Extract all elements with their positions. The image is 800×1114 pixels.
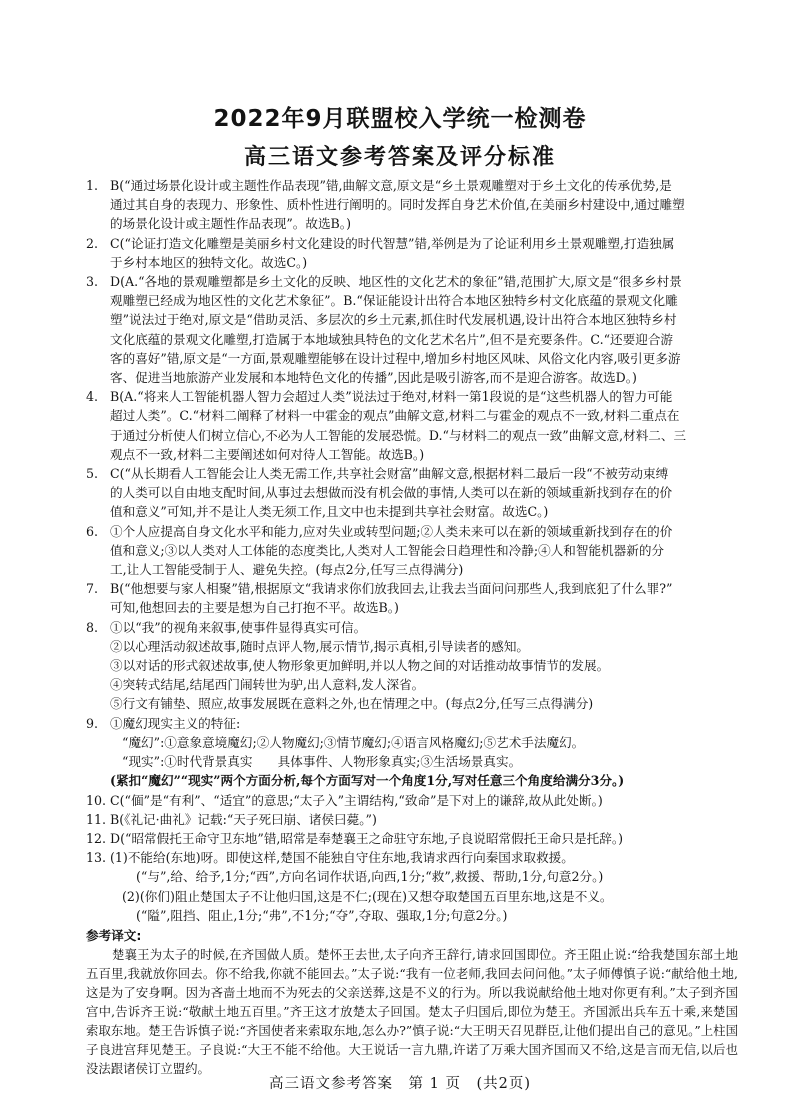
answer-line: 工,让人工智能受制于人、避免失控。(每点2分,任写三点得满分) (110, 562, 464, 578)
answer-number: 8. (86, 619, 99, 635)
answer-line: 的人类可以自由地支配时间,从事过去想做而没有机会做的事情,人类可以在新的领域重新找到存在的价 (110, 485, 673, 501)
answer-number: 10. (86, 792, 107, 808)
answer-line: D(“昭常假托王命守卫东地”错,昭常是奉楚襄王之命驻守东地,子良说昭常假托王命只是托辞。) (110, 830, 624, 846)
answer-line: C(“从长期看人工智能会让人类无需工作,共享社会财富”曲解文意,根据材料二最后一段“不被劳动束缚 (110, 466, 669, 482)
answer-number: 11. (86, 811, 107, 827)
answer-subline: (“隘”,阻挡、阻止,1分;“弗”,不1分;“夺”,夺取、强取,1分;句意2分。) (136, 907, 508, 923)
answer-line: 超过人类”。C.“材料二阐释了材料一中霍金的观点”曲解文意,材料二与霍金的观点不一致,材料二重点在 (110, 408, 680, 424)
answer-line: (2)(你们)阻止楚国太子不让他归国,这是不仁;(现在)又想夺取楚国五百里东地,这是不义。 (122, 888, 613, 904)
answer-line: 通过其自身的表现力、形象性、质朴性进行阐明的。同时发挥自身艺术价值,在美丽乡村建设中,通过雕塑 (110, 197, 685, 213)
answer-line: ①魔幻现实主义的特征: (110, 715, 241, 731)
answer-content (86, 176, 738, 1078)
answer-line: 观雕塑已经成为地区性的文化艺术象征”。B.“保证能设计出符合本地区独特乡村文化底蕴的景观文化雕 (110, 293, 678, 309)
answer-item (86, 791, 738, 810)
document-subtitle: 高三语文参考答案及评分标准 (243, 145, 556, 170)
answer-item (86, 579, 738, 617)
answer-number: 12. (86, 830, 107, 846)
reference-label: 参考译文: (86, 927, 142, 943)
answer-number: 7. (86, 581, 99, 597)
answer-line: 文化底蕴的景观文化雕塑,打造属于本地域独具特色的文化艺术名片”,但不是充要条件。C.“还要迎合游 (110, 331, 674, 347)
answer-item (86, 464, 738, 522)
answer-subline: (“与”,给、给予,1分;“西”,方向名词作状语,向西,1分;“救”,救援、帮助,1分,句意2分。) (136, 869, 604, 885)
answer-line: (1)不能给(东地)呀。即使这样,楚国不能独自守住东地,我请求西行向秦国求取救援。 (110, 850, 574, 866)
answer-line: B(“通过场景化设计或主题性作品表现”错,曲解文意,原文是“乡土景观雕塑对于乡土文化的传承优势,是 (110, 178, 672, 193)
answer-line: C(“论证打造文化雕塑是美丽乡村文化建设的时代智慧”错,举例是为了论证利用乡土景观雕塑,打造独属 (110, 235, 675, 251)
answer-number: 2. (86, 235, 99, 251)
answer-item (86, 522, 738, 580)
page-footer: 高三语文参考答案 第 1 页 (共2页) (269, 1076, 531, 1092)
answer-item (86, 829, 738, 848)
answer-line: 于乡村本地区的独特文化。故选C。) (110, 254, 308, 270)
answer-line: 客的喜好”错,原文是“一方面,景观雕塑能够在设计过程中,增加乡村地区风味、风俗文化内容,吸引更多游 (110, 350, 681, 366)
answer-subline: “魔幻”:①意象意境魔幻;②人物魔幻;③情节魔幻;④语言风格魔幻;⑤艺术手法魔幻。 (122, 734, 585, 750)
answer-number: 13. (86, 850, 107, 866)
answer-line: B(《礼记·曲礼》记载:“天子死曰崩、诸侯曰薨。”) (110, 811, 377, 827)
answer-line: 于通过分析使人们树立信心,不必为人工智能的发展恐慌。D.“与材料二的观点一致”曲解文意,材料二、三 (110, 427, 687, 443)
document-title: 2022年9月联盟校入学统一检测卷 (213, 106, 587, 132)
answer-number: 4. (86, 389, 99, 405)
answer-line: 客、促进当地旅游产业发展和本地特色文化的传播”,因此是吸引游客,而不是迎合游客。故选D。) (110, 370, 637, 386)
answer-line: C(“偭”是“有利”、“适宜”的意思;“太子入”主谓结构,“致命”是下对上的谦辞,故从此处断。) (110, 792, 603, 808)
answer-item (86, 714, 738, 791)
scoring-note: (紧扣“魔幻”“现实”两个方面分析,每个方面写对一个角度1分,写对任意三个角度给满分3分。) (110, 773, 625, 789)
answer-line: ⑤行文有铺垫、照应,故事发展既在意料之外,也在情理之中。(每点2分,任写三点得满分) (110, 696, 594, 712)
answer-number: 1. (86, 178, 99, 193)
answer-number: 3. (86, 274, 99, 290)
answer-line: ②以心理活动叙述故事,随时点评人物,展示情节,揭示真相,引导读者的感知。 (110, 638, 530, 654)
answer-subline: “现实”:①时代背景真实 具体事件、人物形象真实;③生活场景真实。 (122, 754, 522, 770)
answer-number: 6. (86, 523, 99, 539)
answer-line: D(A.“各地的景观雕塑都是乡土文化的反映、地区性的文化艺术的象征”错,范围扩大,原文是“很多乡村景 (110, 274, 682, 290)
answer-line: B(A.“将来人工智能机器人智力会超过人类”说法过于绝对,材料一第1段说的是“这些机器人的智力可能 (110, 389, 673, 405)
answer-item (86, 848, 738, 925)
answer-line: ①以“我”的视角来叙事,使事件显得真实可信。 (110, 619, 367, 635)
answer-line: B(“他想要与家人相聚”错,根据原文“我请求你们放我回去,让我去当面问问那些人,我到底犯了什么罪?” (110, 581, 673, 597)
answer-line: ④突转式结尾,结尾西门闹转世为驴,出人意料,发人深省。 (110, 677, 425, 693)
reference-translation: 楚襄王为太子的时候,在齐国做人质。楚怀王去世,太子向齐王辞行,请求回国即位。齐王阻止说:“给我楚国东部土地五百里,我就放你回去。你不给我,你就不能回去。”太子说:“我有一位老师,我回去问问他。”太子师傅慎子说:“献给他土地,这是为了安身啊。因为吝啬土地而不为死去的父亲送葬,这是不义的行为。所以我说献给他土地对你更有利。”太子到齐国宫中,告诉齐王说:“敬献土地五百里。”齐王这才放楚太子回国。楚太子归国后,即位为楚王。齐国派出兵车五十乘,来楚国索取东地。楚王告诉慎子说:“齐国使者来索取东地,怎么办?”慎子说:“大王明天召见群臣,让他们提出自己的意见。”上柱国子良进宫拜见楚王。子良说:“大王不能不给他。大王说话一言九鼎,许诺了万乘大国齐国而又不给,这是言而无信,以后也没法跟诸侯订立盟约。 (86, 947, 738, 1077)
answer-item (86, 387, 738, 464)
answer-line: 可知,他想回去的主要是想为自己打抱不平。故选B。) (110, 600, 399, 616)
answer-line: ①个人应提高自身文化水平和能力,应对失业或转型问题;②人类未来可以在新的领域重新找到存在的价 (110, 523, 673, 539)
answer-line: ③以对话的形式叙述故事,使人物形象更加鲜明,并以人物之间的对话推动故事情节的发展。 (110, 658, 610, 674)
answer-line: 的场景化设计或主题性作品表现”。故选B。) (110, 216, 351, 232)
answer-line: 观点不一致,材料二主要阐述如何对待人工智能。故选B。) (110, 446, 425, 462)
answer-number: 5. (86, 466, 99, 482)
answer-line: 值和意义;③以人类对人工体能的态度类比,人类对人工智能会日趋理性和冷静;④人和智能机器新的分 (110, 542, 665, 558)
answer-item (86, 272, 738, 387)
answer-item (86, 618, 738, 714)
answer-item (86, 810, 738, 829)
answer-line: 塑”说法过于绝对,原文是“借助灵活、多层次的乡土元素,抓住时代发展机遇,设计出符合本地区独特乡村 (110, 312, 677, 328)
answer-number: 9. (86, 715, 99, 731)
answer-item (86, 234, 738, 272)
answer-line: 值和意义”可知,并不是让人类无须工作,且文中也未提到共享社会财富。故选C。) (110, 504, 549, 520)
answer-item (86, 176, 738, 234)
